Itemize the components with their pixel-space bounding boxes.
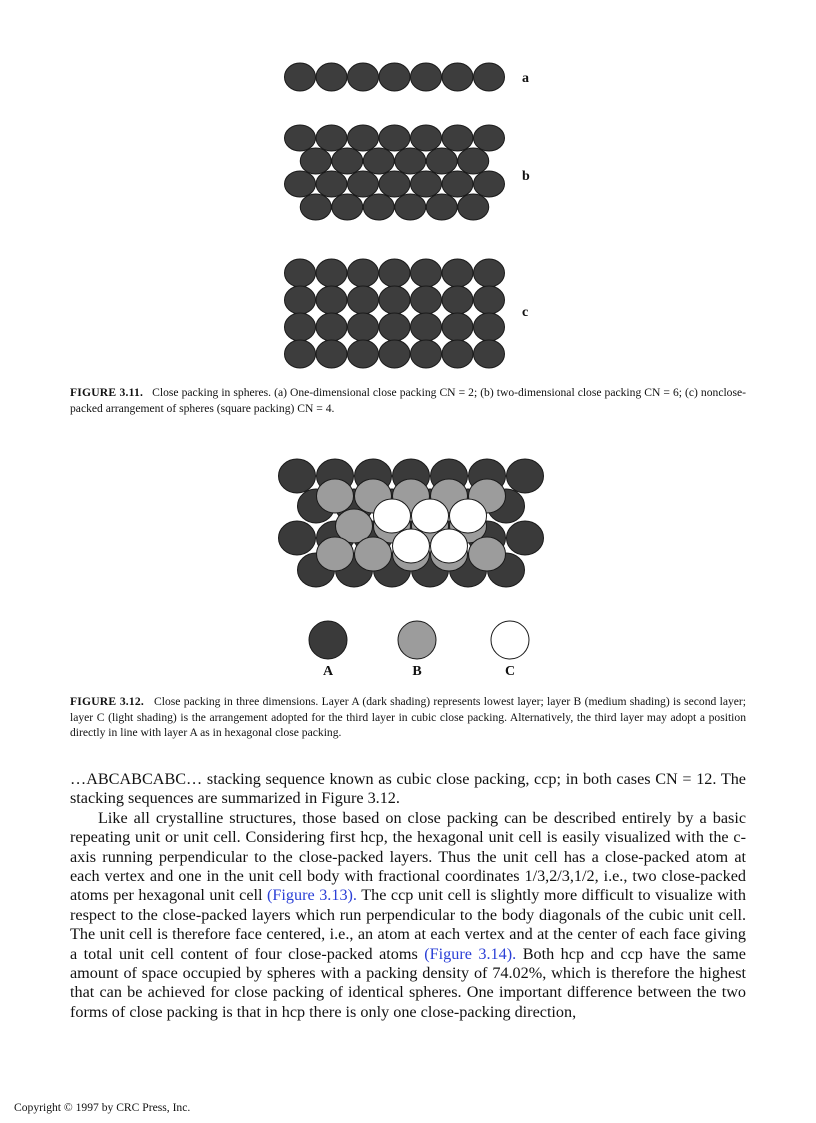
sphere-b [395,148,426,174]
layer-a-sphere [507,521,544,555]
sphere-c [285,286,316,314]
sphere-c [285,259,316,287]
sphere-c [316,313,347,341]
sphere-a [348,63,379,91]
layer-c-sphere [431,529,468,563]
sphere-c [348,259,379,287]
sphere-c [442,313,473,341]
sphere-b [348,125,379,151]
paragraph-1: …ABCABCABC… stacking sequence known as cubic close packing, ccp; in both cases CN = 12. The stacking sequences are summarized in Figure 3.12. [70,770,746,808]
panel-b-spheres [285,125,505,220]
sphere-c [442,340,473,368]
panel-label-c: c [522,305,529,320]
sphere-b [411,125,442,151]
paragraph-2-part-2: The ccp unit cell is slightly more difficult to visualize with respect to the close-packed layers which run perpendicular to the body diagonals of the cubic unit cell. The unit cell is therefore face centered, i.e., an atom at each vertex and at the center of each face giving a total unit cell content of four close-packed atoms [70,886,747,963]
paragraph-2-part-3: Both hcp and ccp have the same amount of space occupied by spheres with a packing density of 74.02%, which is therefore the highest that can be achieved for close packing of identical spheres. One important difference between the two forms of close packing is that in hcp there is only one close-packing direction, [70,944,746,1021]
sphere-b [348,171,379,197]
sphere-c [474,259,505,287]
figure-3-12-caption-label: FIGURE 3.12. [70,695,145,708]
sphere-b [300,194,331,220]
sphere-c [411,259,442,287]
figure-3-12-caption-text: Close packing in three dimensions. Layer A (dark shading) represents lowest layer; layer B (medium shading) is second layer; layer C (light shading) is the arrangement adopted for the third layer in cubic close packing. Alternatively, the third layer may adopt a position directly in line with layer A as in hexagonal close packing. [70,695,747,739]
sphere-c [474,313,505,341]
layer-b-sphere [317,479,354,513]
layer-a-sphere [507,459,544,493]
legend-sphere-a [309,621,347,659]
sphere-b [379,125,410,151]
sphere-a [316,63,347,91]
paragraph-2-part-1: Like all crystalline structures, those based on close packing can be described entirely by a basic repeating unit or unit cell. Considering first hcp, the hexagonal unit cell is easily visualized with the c-axis running perpendicular to the close-packed layers. Thus the unit cell has a close-packed atom at each vertex and one in the unit cell body with fractional coordinates 1/3,2/3,1/2, i.e., two close-packed atoms per hexagonal unit cell [70,808,746,905]
layer-a-sphere [279,521,316,555]
sphere-b [285,125,316,151]
sphere-c [348,286,379,314]
layer-a-sphere [279,459,316,493]
figure-3-12 [270,450,560,685]
figure-3-13-link[interactable]: (Figure 3.13). [267,886,357,905]
sphere-c [348,340,379,368]
sphere-b [442,171,473,197]
figure-3-12-drawing [270,450,560,685]
layer-c-sphere [374,499,411,533]
sphere-c [411,340,442,368]
sphere-c [442,286,473,314]
figure-3-11-caption-text: Close packing in spheres. (a) One-dimensional close packing CN = 2; (b) two-dimensional close packing CN = 6; (c) nonclose-packed arrangement of spheres (square packing) CN = 4. [70,386,746,415]
layer-c-sphere [450,499,487,533]
sphere-c [316,259,347,287]
sphere-c [411,286,442,314]
sphere-b [379,171,410,197]
sphere-c [285,340,316,368]
sphere-b [458,148,489,174]
sphere-b [442,125,473,151]
sphere-a [379,63,410,91]
figure-3-11 [270,58,560,373]
body-text [70,770,746,1022]
sphere-c [379,340,410,368]
layer-b-sphere [317,537,354,571]
sphere-b [363,148,394,174]
figure-3-12-caption [70,694,746,741]
panel-c-spheres [285,259,505,368]
sphere-c [474,340,505,368]
sphere-b [285,171,316,197]
sphere-c [474,286,505,314]
sphere-b [300,148,331,174]
sphere-b [332,194,363,220]
sphere-b [395,194,426,220]
sphere-b [474,125,505,151]
layer-b-sphere [355,537,392,571]
sphere-b [426,148,457,174]
sphere-c [348,313,379,341]
layer-c-sphere [412,499,449,533]
figure-3-11-drawing [270,58,560,373]
sphere-a [285,63,316,91]
sphere-b [458,194,489,220]
layer-c-sphere [393,529,430,563]
sphere-b [332,148,363,174]
sphere-a [442,63,473,91]
legend-sphere-b [398,621,436,659]
sphere-b [316,171,347,197]
sphere-b [316,125,347,151]
sphere-c [316,340,347,368]
legend-sphere-c [491,621,529,659]
sphere-c [379,259,410,287]
paragraph-2 [70,809,746,1022]
figure-3-14-link[interactable]: (Figure 3.14). [424,944,517,963]
figure-3-11-caption-label: FIGURE 3.11. [70,386,144,399]
sphere-c [379,286,410,314]
layer-b-sphere [469,537,506,571]
sphere-c [442,259,473,287]
layer-legend [309,621,529,659]
sphere-b [363,194,394,220]
sphere-c [379,313,410,341]
sphere-c [316,286,347,314]
sphere-c [285,313,316,341]
sphere-c [411,313,442,341]
copyright-footer: Copyright © 1997 by CRC Press, Inc. [14,1101,191,1114]
figure-3-11-caption [70,385,746,416]
sphere-b [411,171,442,197]
panel-a-spheres [285,63,505,91]
sphere-b [426,194,457,220]
sphere-a [411,63,442,91]
legend-label-a: A [322,664,334,679]
legend-label-b: B [412,664,422,679]
sphere-b [474,171,505,197]
sphere-a [474,63,505,91]
legend-label-c: C [504,664,516,679]
panel-label-a: a [522,71,529,86]
panel-label-b: b [522,169,530,184]
